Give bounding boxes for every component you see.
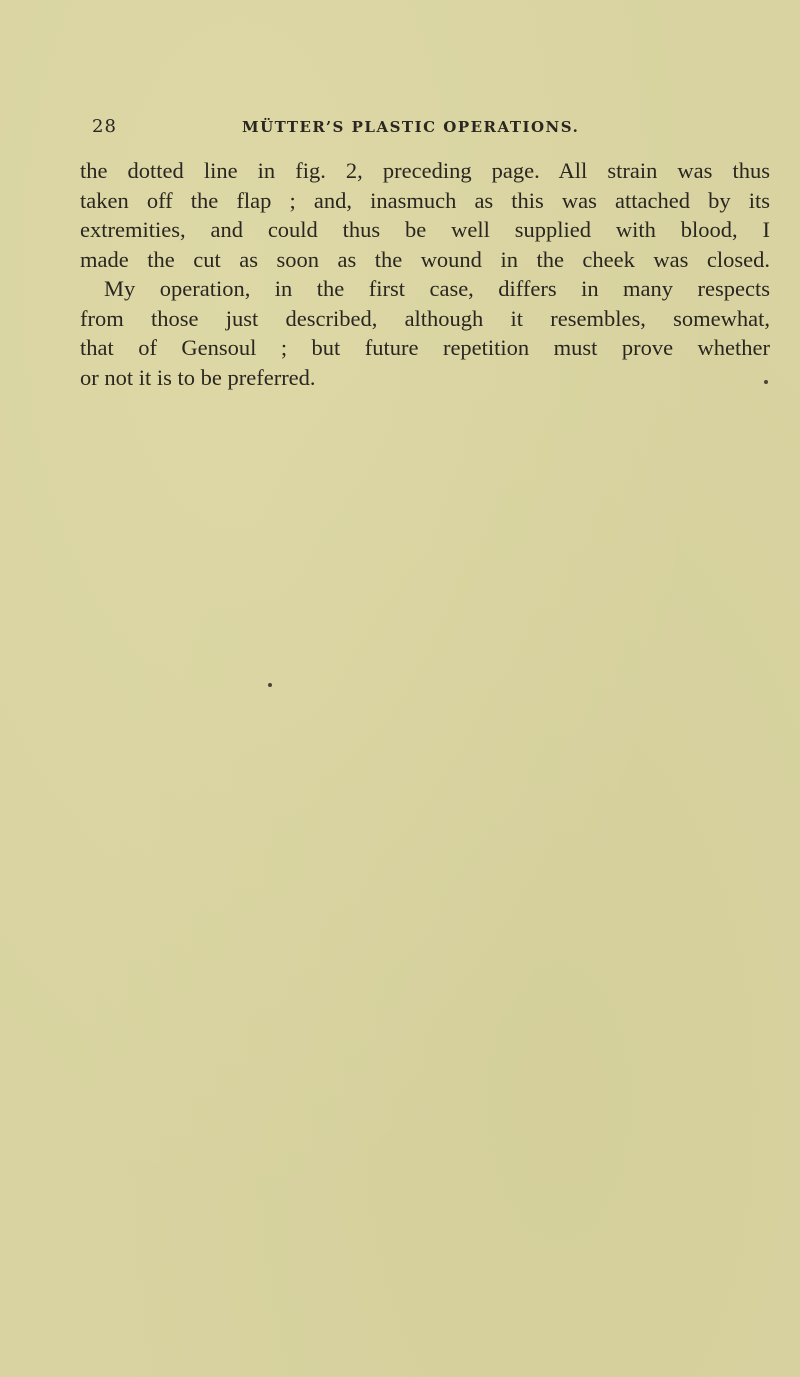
page-number: 28 [92,116,117,137]
paper-speck [268,683,272,687]
paper-speck [764,380,768,384]
text-line: or not it is to be preferred. [80,364,316,390]
body-paragraph [80,156,770,392]
text-line: taken off the flap ; and, inasmuch as this was attached by its [80,187,770,213]
text-line: made the cut as soon as the wound in the cheek was closed. [80,246,770,272]
text-line: My operation, in the first case, differs in many respects [104,276,770,301]
running-head [92,116,764,140]
text-line: that of Gensoul ; but future repetition must prove whether [80,335,770,360]
text-line: extremities, and could thus be well supplied with blood, I [80,217,770,242]
text-line: from those just described, although it resembles, somewhat, [80,305,770,331]
text-line: the dotted line in fig. 2, preceding page. All strain was thus [80,158,770,183]
running-title: MÜTTER’S PLASTIC OPERATIONS. [242,118,580,136]
